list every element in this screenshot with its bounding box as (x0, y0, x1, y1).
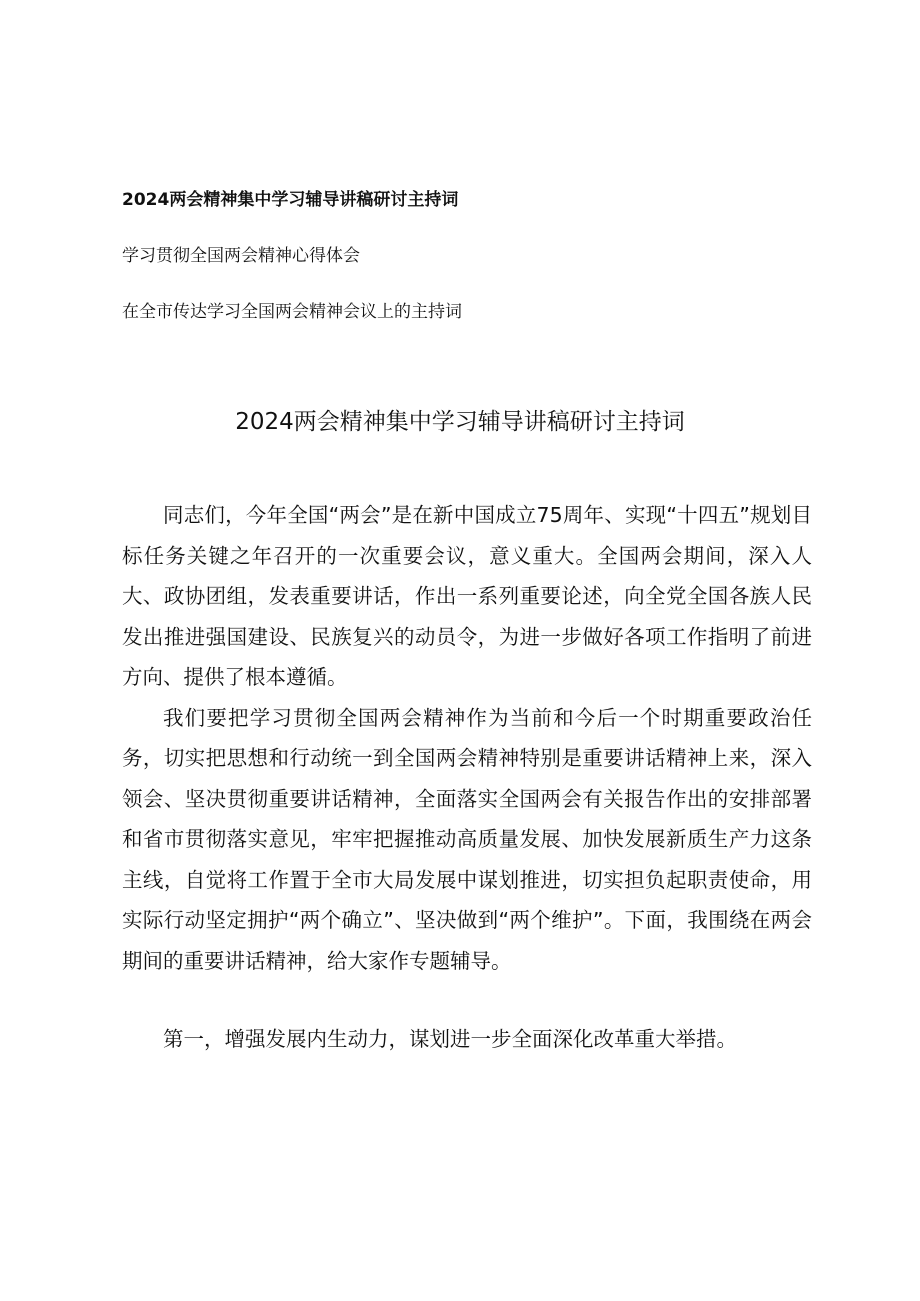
body-paragraph: 我们要把学习贯彻全国两会精神作为当前和今后一个时期重要政治任务，切实把思想和行动统一到全国两会精神特别是重要讲话精神上来，深入领会、坚决贯彻重要讲话精神，全面落实全国两会有关报告作出的安排部署和省市贯彻落实意见，牢牢把握推动高质量发展、加快发展新质生产力这条主线，自觉将工作置于全市大局发展中谋划推进，切实担负起职责使命，用实际行动坚定拥护“两个确立”、坚决做到“两个维护”。下面，我围绕在两会期间的重要讲话精神，给大家作专题辅导。 (122, 705, 812, 973)
table-of-contents (122, 186, 722, 354)
toc-item: 学习贯彻全国两会精神心得体会 (122, 246, 360, 266)
document-title: 2024两会精神集中学习辅导讲稿研讨主持词 (235, 409, 685, 435)
toc-item: 2024两会精神集中学习辅导讲稿研讨主持词 (122, 190, 459, 210)
body-paragraph: 第一，增强发展内生动力，谋划进一步全面深化改革重大举措。 (163, 1027, 737, 1051)
document-body (122, 495, 812, 1060)
body-paragraph: 同志们，今年全国“两会”是在新中国成立75周年、实现“十四五”规划目标任务关键之年召开的一次重要会议，意义重大。全国两会期间，深入人大、政协团组，发表重要讲话，作出一系列重要论述，向全党全国各族人民发出推进强国建设、民族复兴的动员令，为进一步做好各项工作指明了前进方向、提供了根本遵循。 (122, 503, 812, 689)
toc-item: 在全市传达学习全国两会精神会议上的主持词 (122, 302, 462, 322)
